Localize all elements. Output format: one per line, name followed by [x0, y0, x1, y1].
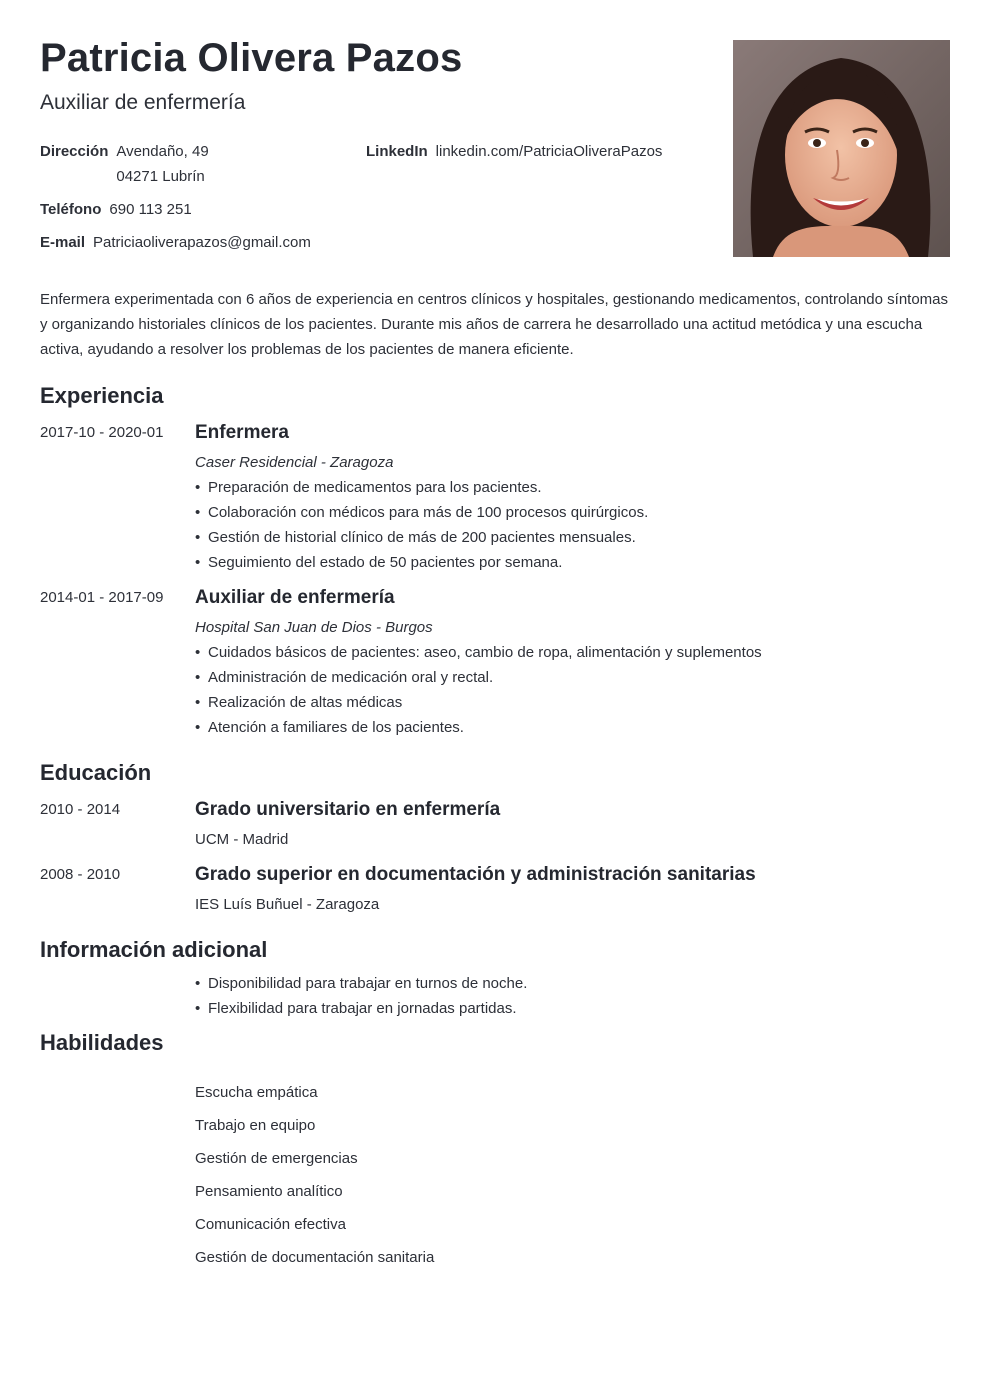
email-value[interactable]: Patriciaoliverapazos@gmail.com	[93, 234, 311, 251]
school-name: IES Luís Buñuel - Zaragoza	[195, 896, 380, 913]
list-item: • Atención a familiares de los pacientes.	[195, 715, 935, 740]
experience-heading: Experiencia	[40, 383, 164, 408]
linkedin-value[interactable]: linkedin.com/PatriciaOliveraPazos	[435, 143, 663, 160]
skill-item: Pensamiento analítico	[195, 1183, 343, 1200]
phone-label: Teléfono	[40, 201, 102, 218]
candidate-role: Auxiliar de enfermería	[40, 91, 246, 114]
list-item: • Disponibilidad para trabajar en turnos de noche.	[195, 971, 935, 996]
degree-title: Grado universitario en enfermería	[195, 799, 501, 820]
job-company: Caser Residencial - Zaragoza	[195, 454, 394, 471]
linkedin-row	[366, 139, 662, 164]
phone-value: 690 113 251	[109, 201, 192, 218]
experience-entry	[195, 421, 935, 575]
education-heading: Educación	[40, 760, 152, 785]
school-name: UCM - Madrid	[195, 831, 289, 848]
job-bullets	[195, 475, 935, 575]
job-bullets	[195, 640, 935, 740]
skill-item: Comunicación efectiva	[195, 1216, 346, 1233]
list-item: • Gestión de historial clínico de más de 200 pacientes mensuales.	[195, 525, 935, 550]
additional-list	[195, 971, 935, 1021]
email-label: E-mail	[40, 234, 86, 251]
skill-item: Trabajo en equipo	[195, 1117, 316, 1134]
list-item: • Preparación de medicamentos para los pacientes.	[195, 475, 935, 500]
list-item: • Administración de medicación oral y rectal.	[195, 665, 935, 690]
experience-dates: 2014-01 - 2017-09	[40, 589, 164, 606]
phone-row	[40, 197, 192, 222]
address-line2: 04271 Lubrín	[116, 168, 205, 185]
address-label: Dirección	[40, 143, 109, 160]
profile-photo	[733, 40, 950, 257]
skill-item: Gestión de emergencias	[195, 1150, 358, 1167]
email-row	[40, 230, 311, 255]
degree-title: Grado superior en documentación y administración sanitarias	[195, 864, 756, 885]
list-item: • Cuidados básicos de pacientes: aseo, cambio de ropa, alimentación y suplementos	[195, 640, 935, 665]
additional-heading: Información adicional	[40, 937, 268, 962]
experience-dates: 2017-10 - 2020-01	[40, 424, 164, 441]
experience-entry	[195, 586, 935, 740]
candidate-name: Patricia Olivera Pazos	[40, 36, 463, 80]
list-item: • Seguimiento del estado de 50 pacientes por semana.	[195, 550, 935, 575]
job-title: Auxiliar de enfermería	[195, 587, 395, 608]
address-line1: Avendaño, 49	[116, 143, 209, 160]
list-item: • Colaboración con médicos para más de 100 procesos quirúrgicos.	[195, 500, 935, 525]
education-entry	[195, 863, 935, 917]
skill-item: Gestión de documentación sanitaria	[195, 1249, 435, 1266]
skills-list	[195, 1076, 434, 1274]
skill-item: Escucha empática	[195, 1084, 318, 1101]
job-company: Hospital San Juan de Dios - Burgos	[195, 619, 433, 636]
list-item: • Realización de altas médicas	[195, 690, 935, 715]
profile-summary: Enfermera experimentada con 6 años de experiencia en centros clínicos y hospitales, gestionando medicamentos, controlando síntomas y organizando historiales clínicos de los pacientes. Durante mis años de carrera he desarrollado una actitud metódica y una escucha activa, ayudando a resolver los problemas de los pacientes de manera eficiente.	[40, 291, 949, 358]
linkedin-label: LinkedIn	[366, 143, 428, 160]
skills-heading: Habilidades	[40, 1030, 164, 1055]
list-item: • Flexibilidad para trabajar en jornadas partidas.	[195, 996, 935, 1021]
job-title: Enfermera	[195, 422, 289, 443]
address-row	[40, 139, 209, 189]
education-dates: 2010 - 2014	[40, 801, 121, 818]
education-dates: 2008 - 2010	[40, 866, 121, 883]
education-entry	[195, 798, 935, 852]
